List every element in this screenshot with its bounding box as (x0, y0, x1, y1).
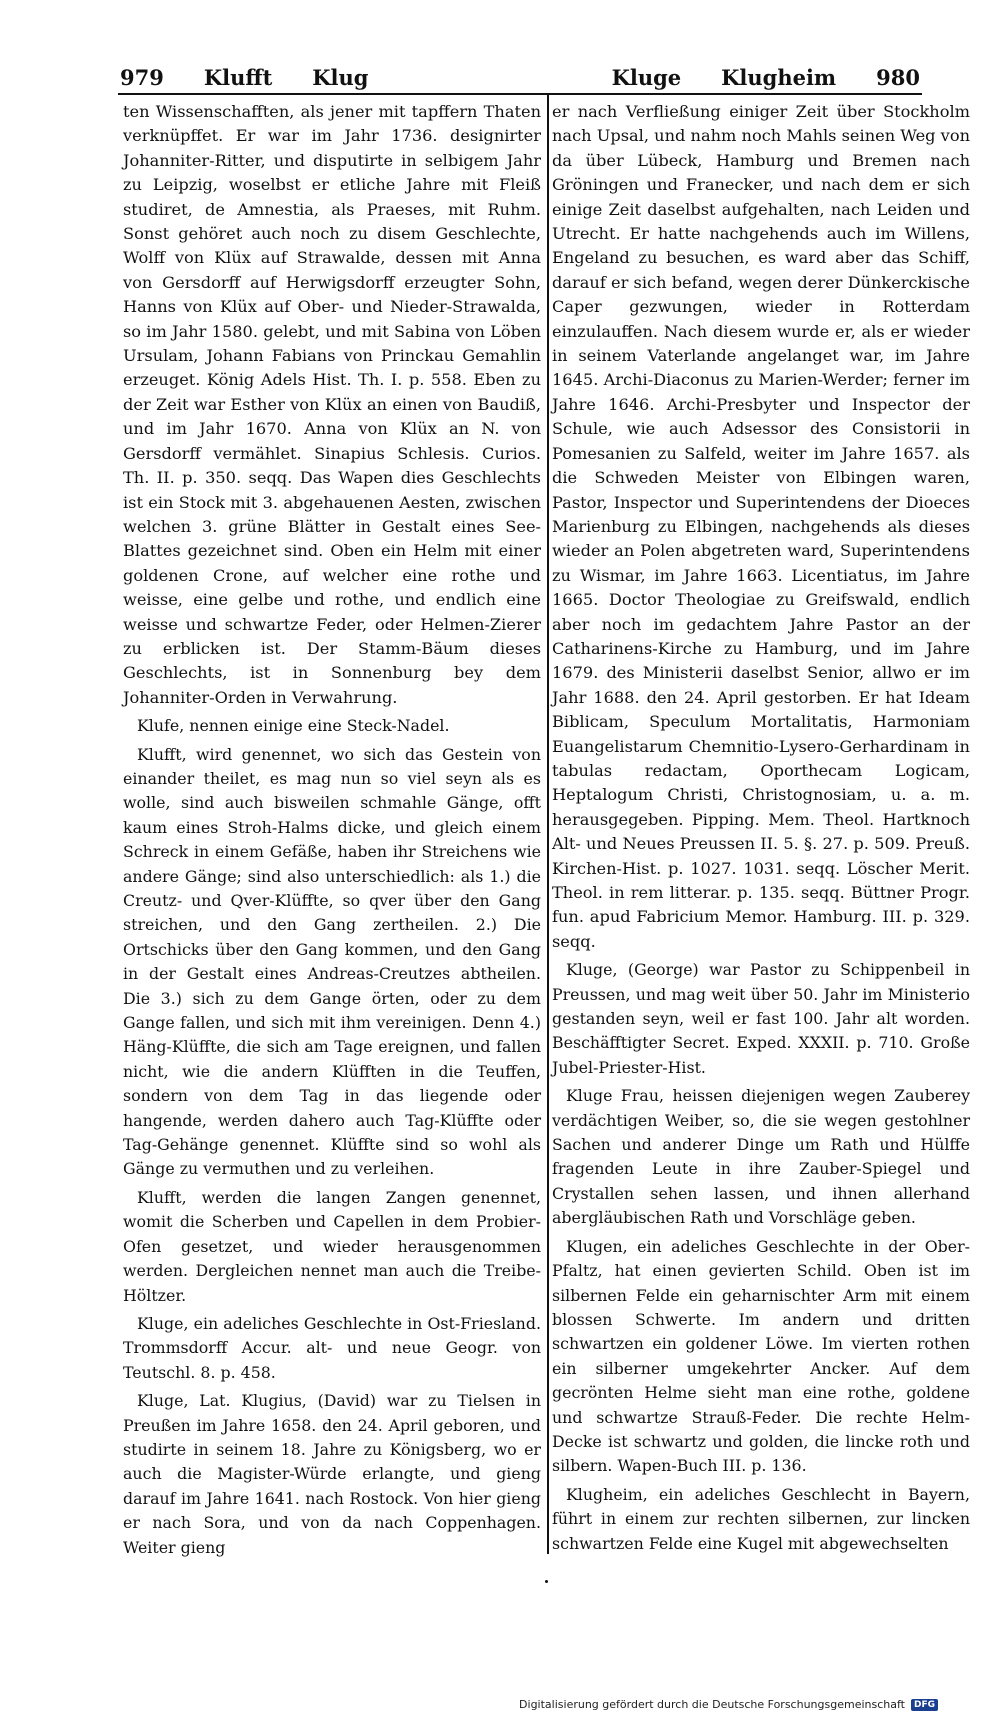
right-page-number: 980 (876, 65, 920, 90)
left-keyword-2: Klug (312, 65, 369, 90)
entry-kluge-david-continued: er nach Verfließung einiger Zeit über Stockholm nach Upsal, und nahm noch Mahls seinen Weg von da über Lübeck, Hamburg und Bremen nach Gröningen und Franecker, und nach dem er sich einige Zeit daselbst aufgehalten, nach Leiden und Utrecht. Er hatte nachgehends auch im Willens, Engeland zu besuchen, es ward aber das Schiff, darauf er sich befand, wegen derer Dünkerckische Caper gezwungen, wieder in Rotterdam einzulauffen. Nach diesem wurde er, als er wieder in seinem Vaterlande angelanget war, im Jahre 1645. Archi-Diaconus zu Marien-Werder; ferner im Jahre 1646. Archi-Presbyter und Inspector der Schule, wie auch Adsessor des Consistorii in Pomesanien zu Salfeld, weiter im Jahre 1657. als die Schweden Meister von Elbingen waren, Pastor, Inspector und Superintendens der Dioeces Marienburg zu Elbingen, nachgehends als dieses wieder an Polen abgetreten ward, Superintendens zu Wismar, im Jahre 1663. Licentiatus, im Jahre 1665. Doctor Theologiae zu Greifswald, endlich aber noch im gedachtem Jahre Pastor an der Catharinens-Kirche zu Hamburg, und im Jahre 1679. des Ministerii daselbst Senior, allwo er im Jahr 1688. den 24. April gestorben. Er hat Ideam Biblicam, Speculum Mortalitatis, Harmoniam Euangelistarum Chemnitio-Lysero-Gerhardinam in tabulas redactam, Oporthecam Logicam, Heptalogum Christi, Christognosiam, u. a. m. herausgegeben. Pipping. Mem. Theol. Hartknoch Alt- und Neues Preussen II. 5. §. 27. p. 509. Preuß. Kirchen-Hist. p. 1027. 1031. seqq. Löscher Merit. Theol. in rem litterar. p. 135. seqq. Büttner Progr. fun. apud Fabricium Memor. Hamburg. III. p. 329. seqq. (552, 102, 970, 951)
entry-continuation: ten Wissenschafften, als jener mit tapffern Thaten verknüpffet. Er war im Jahr 1736. designirter Johanniter-Ritter, und disputirte in selbigem Jahr zu Leipzig, woselbst er etliche Jahre mit Fleiß studiret, de Amnestia, als Praeses, mit Ruhm. Sonst gehöret auch noch zu disem Geschlechte, Wolff von Klüx auf Strawalde, dessen mit Anna von Gersdorff auf Herwigsdorff erzeugter Sohn, Hanns von Klüx auf Ober- und Nieder-Strawalda, so im Jahr 1580. gelebt, und mit Sabina von Löben Ursulam, Johann Fabians von Princkau Gemahlin erzeuget. König Adels Hist. Th. I. p. 558. Eben zu der Zeit war Esther von Klüx an einen von Baudiß, und im Jahr 1670. Anna von Klüx an N. von Gersdorff vermählet. Sinapius Schlesis. Curios. Th. II. p. 350. seqq. Das Wapen dies Geschlechts ist ein Stock mit 3. abgehauenen Aesten, zwischen welchen 3. grüne Blätter in Gestalt eines See-Blattes gezeichnet sind. Oben ein Helm mit einer goldenen Crone, auf welcher eine rothe und weisse, eine gelbe und rothe, und endlich eine weisse und schwartze Feder, oder Helmen-Zierer zu erblicken ist. Der Stamm-Bäum dieses Geschlechts, ist in Sonnenburg bey dem Johanniter-Orden in Verwahrung. (123, 102, 541, 707)
entry-kluge-george: Kluge, (George) war Pastor zu Schippenbeil in Preussen, und mag weit über 50. Jahr im Ministerio gestanden seyn, weil er fast 100. Jahr alt worden. Beschäfftigter Secret. Exped. XXXII. p. 710. Große Jubel-Priester-Hist. (552, 960, 970, 1077)
entry-kluge-frau: Kluge Frau, heissen diejenigen wegen Zauberey verdächtigen Weiber, so, die sie wegen gestohlner Sachen und anderer Dinge um Rath und Hülffe fragenden Leute in ihre Zauber-Spiegel und Crystallen sehen lassen, und ihnen allerhand abergläubischen Rath und Vorschläge geben. (552, 1086, 970, 1228)
page-header (120, 58, 920, 90)
footer-text: Digitalisierung gefördert durch die Deutsche Forschungsgemeinschaft (519, 1698, 905, 1711)
left-keyword-1: Klufft (203, 65, 273, 90)
entry-kluge-david: Kluge, Lat. Klugius, (David) war zu Tielsen in Preußen im Jahre 1658. den 24. April geboren, und studirte in seinem 18. Jahre zu Königsberg, wo er auch die Magister-Würde erlangte, und gieng darauf im Jahre 1641. nach Rostock. Von hier gieng er nach Sora, und von da nach Coppenhagen. Weiter gieng (123, 1391, 541, 1557)
dfg-logo-icon: DFG (911, 1699, 938, 1711)
right-column (552, 100, 970, 1560)
left-column (123, 100, 541, 1564)
header-rule (118, 93, 922, 95)
entry-klufft-zangen: Klufft, werden die langen Zangen genennet, womit die Scherben und Capellen in dem Probier-Ofen gesetzet, und wieder herausgenommen werden. Dergleichen nennet man auch die Treibe-Höltzer. (123, 1187, 541, 1305)
right-keyword-2: Klugheim (721, 65, 837, 90)
right-keyword-1: Kluge (611, 65, 682, 90)
page-mark (545, 1580, 548, 1583)
header-left (120, 65, 368, 90)
header-right (612, 65, 920, 90)
entry-klugen: Klugen, ein adeliches Geschlechte in der Ober-Pfaltz, hat einen gevierten Schild. Oben ist im silbernen Felde ein geharnischter Arm mit einem blossen Schwerte. Im andern und dritten schwartzen ein goldener Löwe. Im vierten rothen ein silberner umgekehrter Ancker. Auf dem gecrönten Helme sieht man eine rothe, goldene und schwartze Strauß-Feder. Die rechte Helm-Decke ist schwartz und golden, die lincke roth und silbern. Wapen-Buch III. p. 136. (552, 1236, 970, 1476)
left-page-number: 979 (120, 65, 164, 90)
column-divider (547, 94, 549, 1554)
entry-klufft: Klufft, wird genennet, wo sich das Gestein von einander theilet, es mag nun so viel seyn als es wolle, sind auch bisweilen schmahle Gänge, offt kaum eines Stroh-Halms dicke, und gleich einem Schreck in einem Gefäße, haben ihr Streichens wie andere Gänge; sind also unterschiedlich: als 1.) die Creutz- und Qver-Klüffte, so qver über den Gang streichen, und den Gang zertheilen. 2.) Die Ortschicks über den Gang kommen, und den Gang in der Gestalt eines Andreas-Creutzes abtheilen. Die 3.) sich zu dem Gange örten, oder zu dem Gange fallen, und sich mit ihm vereinigen. Denn 4.) Häng-Klüffte, die sich am Tage ereignen, und fallen nicht, wie die andern Klüfften in die Teuffen, sondern von dem Tag in das liegende oder hangende, werden dahero auch Tag-Klüffte oder Tag-Gehänge genennet. Klüffte sind so wohl als Gänge zu vermuthen und zu verleihen. (123, 744, 541, 1179)
entry-kluge-geschlecht: Kluge, ein adeliches Geschlechte in Ost-Friesland. Trommsdorff Accur. alt- und neue Geogr. von Teutschl. 8. p. 458. (123, 1313, 541, 1382)
entry-klugheim: Klugheim, ein adeliches Geschlecht in Bayern, führt in einem zur rechten silbernen, zur lincken schwartzen Felde eine Kugel mit abgewechselten (552, 1484, 970, 1553)
entry-klufe: Klufe, nennen einige eine Steck-Nadel. (137, 716, 450, 736)
footer (519, 1698, 938, 1711)
